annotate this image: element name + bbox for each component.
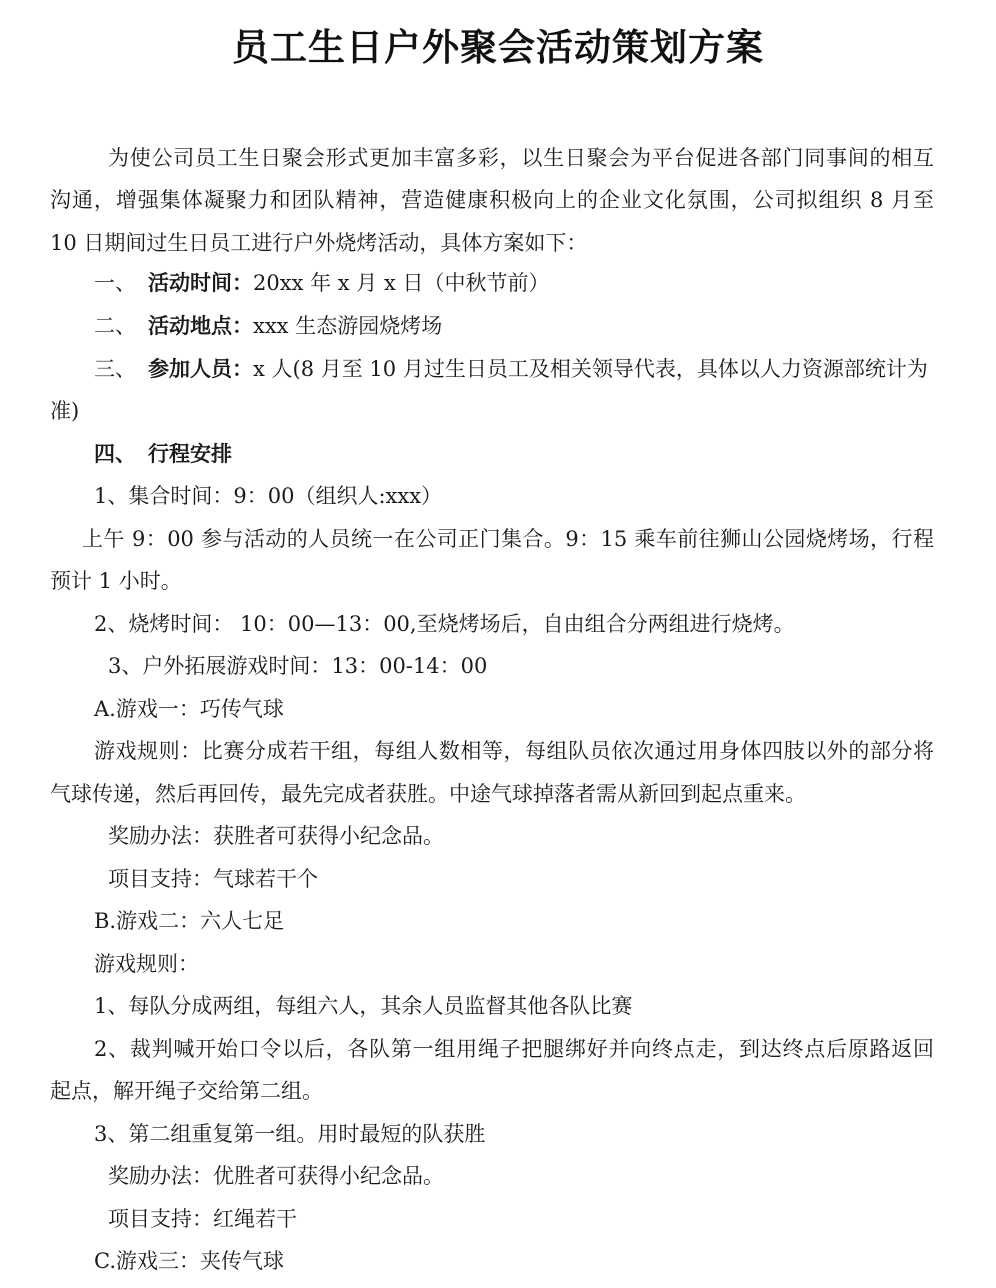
game-c-title: C.游戏三：夹传气球 bbox=[94, 1249, 284, 1273]
game-b-support: 项目支持：红绳若干 bbox=[108, 1207, 297, 1231]
game-a-rules-2: 气球传递，然后再回传，最先完成者获胜。中途气球掉落者需从新回到起点重来。 bbox=[50, 782, 806, 806]
section-number: 四、 bbox=[94, 441, 136, 466]
section-value: 20xx 年 x 月 x 日（中秋节前） bbox=[253, 271, 550, 295]
schedule-games-time: 3、户外拓展游戏时间：13：00-14：00 bbox=[108, 654, 488, 678]
game-b-rule-2a: 2、裁判喊开始口令以后，各队第一组用绳子把腿绑好并向终点走，到达终点后原路返回 bbox=[94, 1037, 934, 1061]
intro-line-1: 为使公司员工生日聚会形式更加丰富多彩，以生日聚会为平台促进各部门同事间的相互 bbox=[108, 146, 934, 170]
section-activity-time bbox=[94, 268, 549, 298]
section-number: 一、 bbox=[94, 271, 136, 295]
schedule-gather-detail-1: 上午 9：00 参与活动的人员统一在公司正门集合。9：15 乘车前往狮山公园烧烤场，行程 bbox=[82, 527, 934, 551]
section-number: 二、 bbox=[94, 314, 136, 338]
section-number: 三、 bbox=[94, 357, 136, 381]
game-b-title: B.游戏二：六人七足 bbox=[94, 909, 285, 933]
game-b-rule-2b: 起点，解开绳子交给第二组。 bbox=[50, 1079, 323, 1103]
section-label: 参加人员： bbox=[148, 356, 253, 381]
section-participants bbox=[94, 354, 928, 384]
game-b-rule-1: 1、每队分成两组，每组六人，其余人员监督其他各队比赛 bbox=[94, 994, 633, 1018]
game-a-title: A.游戏一：巧传气球 bbox=[94, 697, 284, 721]
game-b-rules-label: 游戏规则： bbox=[94, 952, 199, 976]
game-b-reward: 奖励办法：优胜者可获得小纪念品。 bbox=[108, 1164, 444, 1188]
game-a-support: 项目支持：气球若干个 bbox=[108, 867, 318, 891]
game-a-reward: 奖励办法：获胜者可获得小纪念品。 bbox=[108, 824, 444, 848]
document-title: 员工生日户外聚会活动策划方案 bbox=[232, 26, 764, 69]
intro-line-2: 沟通，增强集体凝聚力和团队精神，营造健康积极向上的企业文化氛围，公司拟组织 8 月至 bbox=[50, 188, 934, 212]
section-activity-location bbox=[94, 311, 442, 341]
section-label: 活动地点： bbox=[148, 313, 253, 338]
section-value: xxx 生态游园烧烤场 bbox=[253, 314, 443, 338]
schedule-gather-time: 1、集合时间：9：00（组织人:xxx） bbox=[94, 484, 443, 508]
game-b-rule-3: 3、第二组重复第一组。用时最短的队获胜 bbox=[94, 1122, 486, 1146]
section-itinerary bbox=[94, 439, 232, 469]
schedule-gather-detail-2: 预计 1 小时。 bbox=[50, 569, 182, 593]
section-label: 行程安排 bbox=[148, 441, 232, 466]
section-participants-cont: 准) bbox=[50, 399, 80, 423]
intro-line-3: 10 日期间过生日员工进行户外烧烤活动，具体方案如下： bbox=[50, 231, 588, 255]
section-value: x 人(8 月至 10 月过生日员工及相关领导代表，具体以人力资源部统计为 bbox=[253, 357, 928, 381]
schedule-bbq-time: 2、烧烤时间： 10：00—13：00,至烧烤场后，自由组合分两组进行烧烤。 bbox=[94, 612, 795, 636]
game-a-rules-1: 游戏规则：比赛分成若干组，每组人数相等，每组队员依次通过用身体四肢以外的部分将 bbox=[94, 739, 934, 763]
section-label: 活动时间： bbox=[148, 270, 253, 295]
